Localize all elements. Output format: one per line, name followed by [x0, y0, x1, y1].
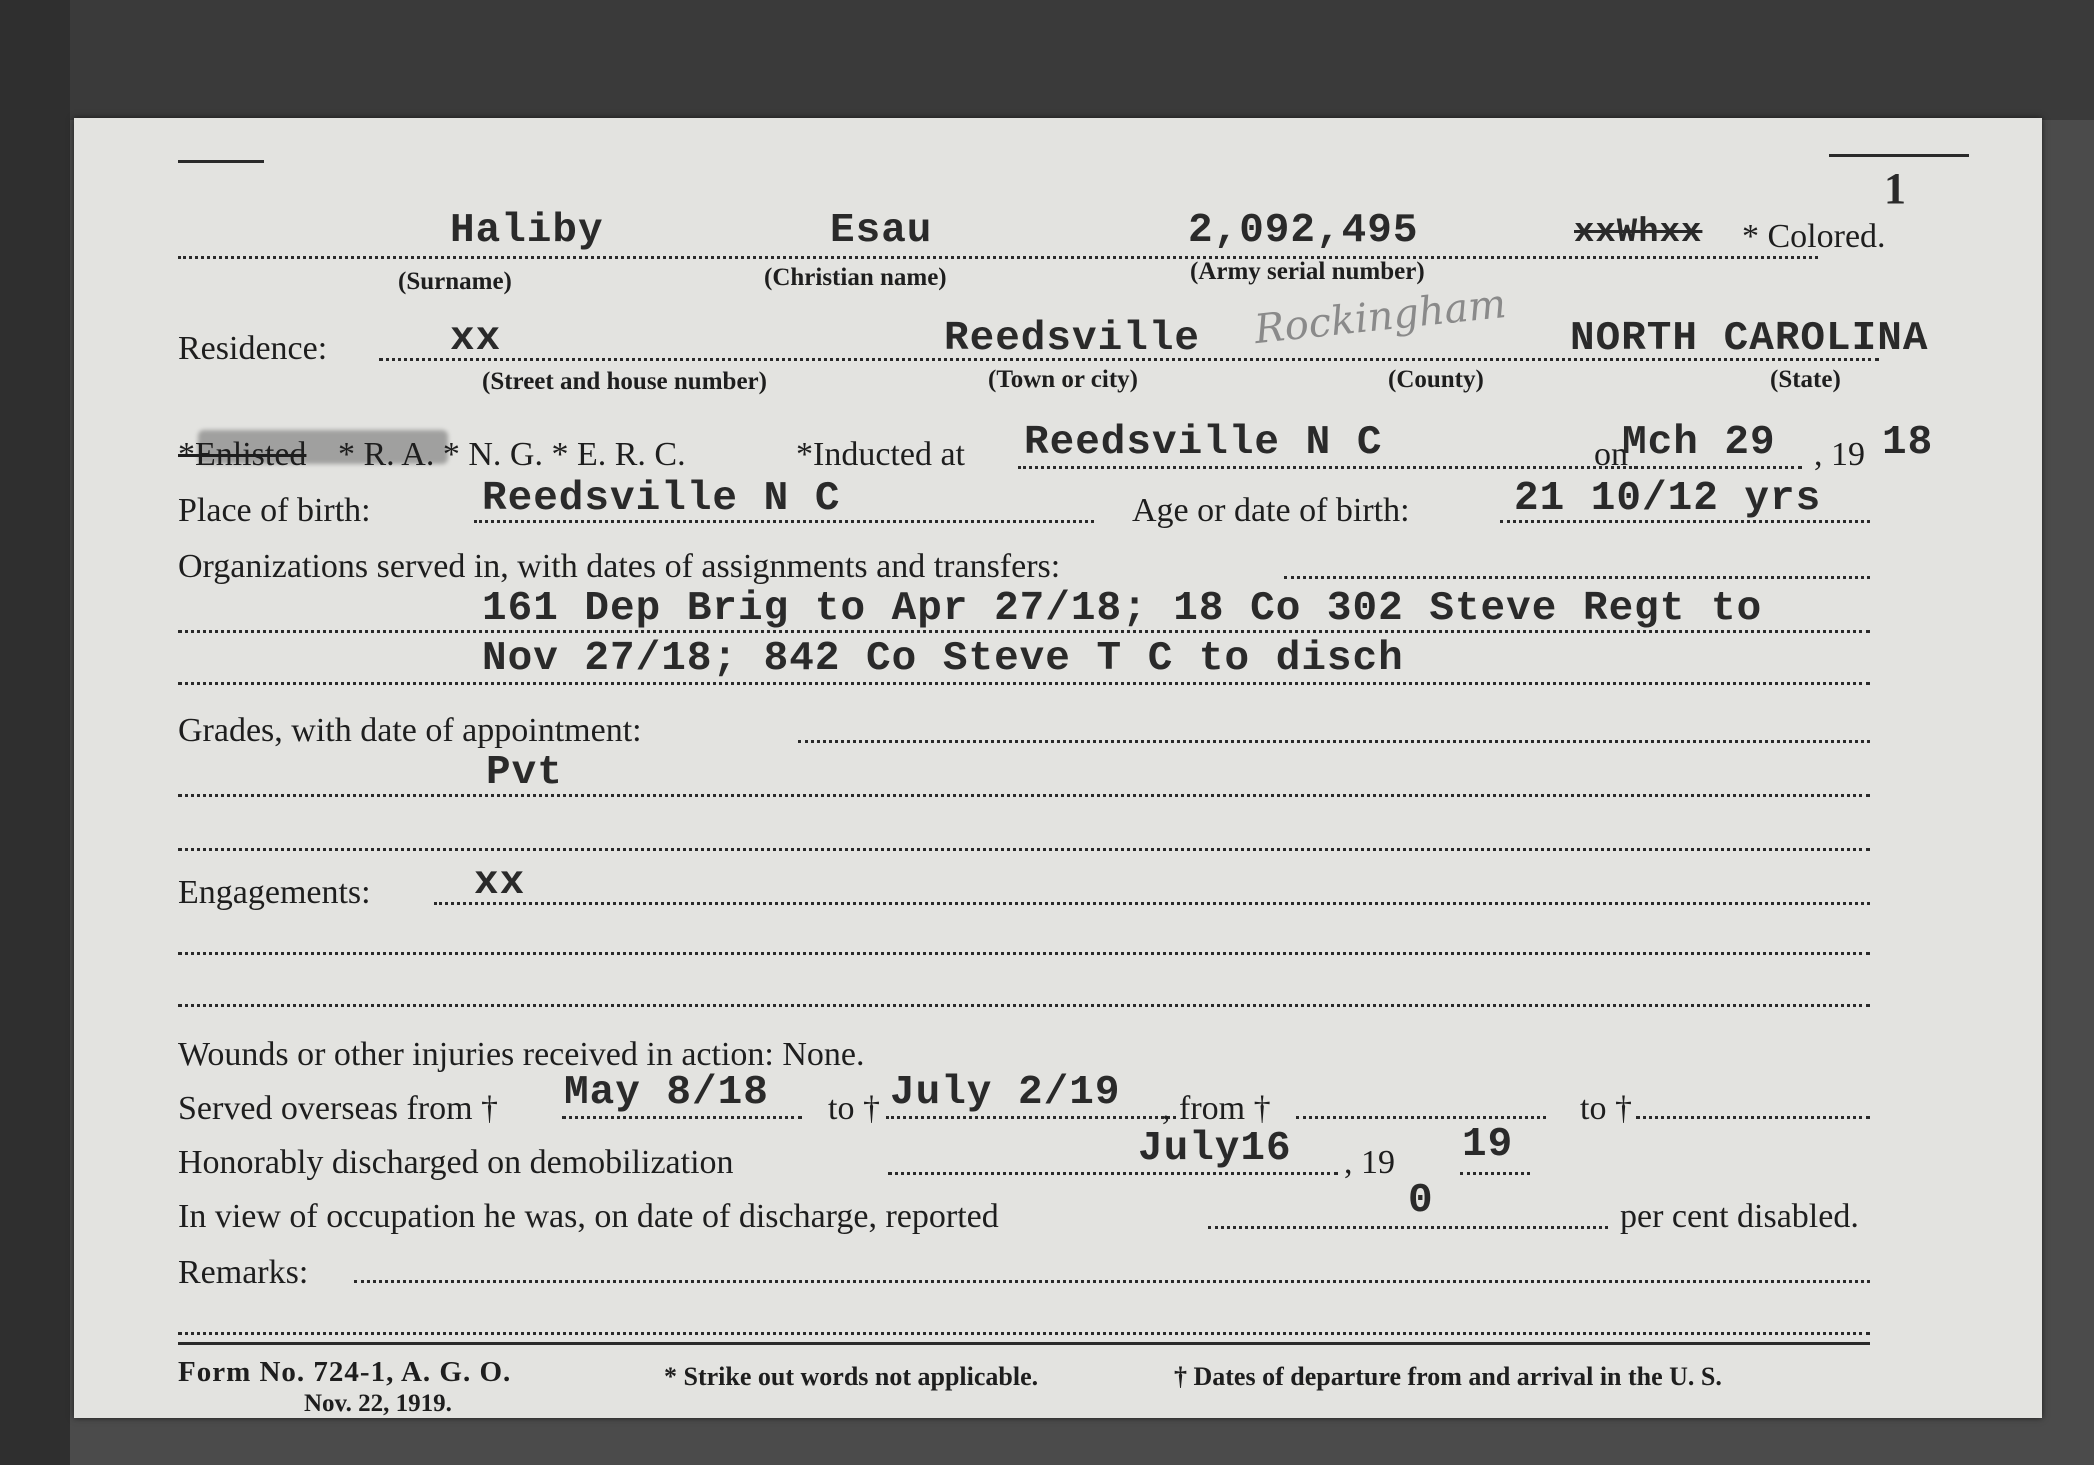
place-of-birth-value: Reedsville N C: [482, 476, 841, 522]
caption-christian-name: (Christian name): [764, 264, 947, 291]
discharge-year-prefix: , 19: [1344, 1144, 1395, 1181]
residence-street-value: xx: [450, 316, 502, 362]
engagements-label: Engagements:: [178, 874, 371, 911]
place-of-birth-label: Place of birth:: [178, 492, 371, 529]
service-record-card: [74, 118, 2042, 1418]
organizations-line-0: [1284, 576, 1870, 579]
inducted-at-label: *Inducted at: [796, 436, 965, 473]
race-struck-out: xxWhxx: [1574, 214, 1703, 252]
discharge-date-line: [888, 1172, 1338, 1175]
surname-value: Haliby: [450, 208, 604, 254]
inducted-place-line: [1018, 466, 1668, 469]
grades-line-1: [178, 794, 1870, 797]
top-right-rule: [1829, 154, 1969, 157]
overseas-from-line: [562, 1116, 802, 1119]
inducted-date-line: [1634, 466, 1802, 469]
caption-town: (Town or city): [988, 366, 1138, 393]
enlisted-struck-out: *Enlisted: [178, 436, 307, 473]
grades-label: Grades, with date of appointment:: [178, 712, 642, 749]
inducted-year-value: 18: [1882, 420, 1934, 466]
disability-suffix: per cent disabled.: [1620, 1198, 1859, 1235]
remarks-label: Remarks:: [178, 1254, 309, 1291]
discharge-year-line: [1460, 1172, 1530, 1175]
disability-label: In view of occupation he was, on date of discharge, reported: [178, 1198, 999, 1235]
remarks-line-1: [354, 1280, 1870, 1283]
footer-rule: [178, 1342, 1870, 1345]
overseas-from-value: May 8/18: [564, 1070, 769, 1116]
engagements-value: xx: [474, 860, 526, 906]
christian-name-value: Esau: [830, 208, 933, 254]
overseas-to-label: to †: [828, 1090, 880, 1127]
strike-out-note: * Strike out words not applicable.: [664, 1362, 1039, 1391]
form-number: Form No. 724-1, A. G. O.: [178, 1356, 512, 1388]
overseas-from2-line: [1296, 1116, 1546, 1119]
remarks-line-2: [178, 1332, 1870, 1335]
overseas-to-value: July 2/19: [890, 1070, 1121, 1116]
on-label: on: [1594, 436, 1628, 473]
inducted-year-prefix: , 19: [1814, 436, 1865, 473]
card-number: 1: [1884, 164, 1907, 213]
disability-line: [1208, 1226, 1608, 1229]
overseas-to2-line: [1636, 1116, 1870, 1119]
engagements-line-2: [178, 1004, 1870, 1007]
grades-value: Pvt: [486, 750, 563, 796]
overseas-from2-label: , from †: [1162, 1090, 1271, 1127]
wounds-label: Wounds or other injuries received in action: None.: [178, 1036, 865, 1073]
caption-surname: (Surname): [398, 268, 512, 295]
residence-county-pencil: Rockingham: [1252, 280, 1509, 354]
name-line: [178, 256, 1818, 259]
scanner-background: [0, 0, 2094, 120]
caption-serial-number: (Army serial number): [1190, 258, 1425, 285]
overseas-label: Served overseas from †: [178, 1090, 499, 1127]
serial-number-value: 2,092,495: [1188, 208, 1419, 254]
caption-county: (County): [1388, 366, 1484, 393]
organizations-value-line1: 161 Dep Brig to Apr 27/18; 18 Co 302 Steve Regt to: [482, 586, 1763, 632]
top-left-rule: [178, 160, 264, 163]
engagements-line-1: [178, 952, 1870, 955]
disability-value: 0: [1408, 1178, 1434, 1224]
race-colored-option: * Colored.: [1742, 218, 1886, 255]
service-options: * R. A. * N. G. * E. R. C.: [338, 436, 686, 473]
overseas-to2-label: to †: [1580, 1090, 1632, 1127]
organizations-value-line2: Nov 27/18; 842 Co Steve T C to disch: [482, 636, 1404, 682]
inducted-place-value: Reedsville N C: [1024, 420, 1383, 466]
caption-state: (State): [1770, 366, 1841, 393]
dates-note: † Dates of departure from and arrival in the U. S.: [1174, 1362, 1722, 1391]
grades-line-0: [798, 740, 1870, 743]
age-value: 21 10/12 yrs: [1514, 476, 1822, 522]
caption-street: (Street and house number): [482, 368, 767, 395]
age-label: Age or date of birth:: [1132, 492, 1410, 529]
overseas-to-line: [886, 1116, 1176, 1119]
form-date: Nov. 22, 1919.: [304, 1390, 452, 1417]
discharge-year-value: 19: [1462, 1122, 1514, 1168]
residence-label: Residence:: [178, 330, 328, 367]
discharge-date-value: July16: [1138, 1126, 1292, 1172]
organizations-line-2: [178, 682, 1870, 685]
organizations-label: Organizations served in, with dates of assignments and transfers:: [178, 548, 1061, 585]
discharge-label: Honorably discharged on demobilization: [178, 1144, 734, 1181]
inducted-date-value: Mch 29: [1622, 420, 1776, 466]
residence-state-value: NORTH CAROLINA: [1570, 316, 1929, 362]
residence-town-value: Reedsville: [944, 316, 1201, 362]
grades-line-2: [178, 848, 1870, 851]
engagements-line-0: [434, 902, 1870, 905]
scanner-edge: [0, 0, 70, 1465]
